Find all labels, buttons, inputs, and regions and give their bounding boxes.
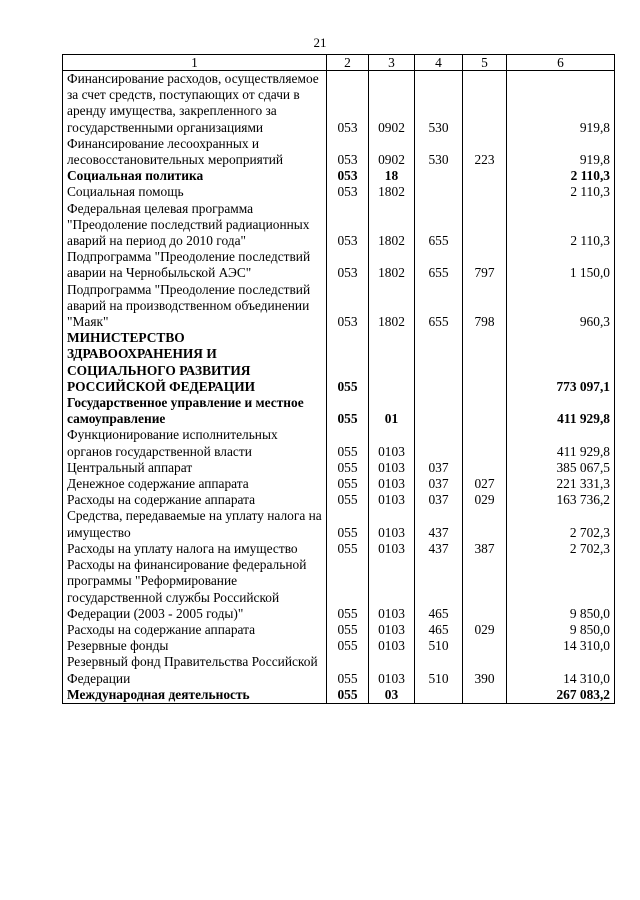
ministry-code-cell: 055 [327, 330, 369, 395]
section-code-cell: 1802 [369, 249, 415, 281]
expense-type-cell [463, 638, 507, 654]
table-row [63, 654, 615, 686]
table-row [63, 395, 615, 427]
amount-cell: 9 850,0 [507, 557, 615, 622]
expense-type-cell: 029 [463, 622, 507, 638]
table-row [63, 427, 615, 459]
target-code-cell: 510 [415, 638, 463, 654]
table-row [63, 201, 615, 250]
target-code-cell: 655 [415, 282, 463, 331]
row-name-cell: Резервный фонд Правительства Российской Федерации [63, 654, 327, 686]
expense-type-cell: 798 [463, 282, 507, 331]
row-name-cell: Центральный аппарат [63, 460, 327, 476]
table-row [63, 541, 615, 557]
amount-cell: 2 110,3 [507, 168, 615, 184]
row-name-cell: Социальная помощь [63, 184, 327, 200]
amount-cell: 2 702,3 [507, 508, 615, 540]
target-code-cell [415, 184, 463, 200]
ministry-code-cell: 055 [327, 395, 369, 427]
expense-type-cell: 027 [463, 476, 507, 492]
target-code-cell: 510 [415, 654, 463, 686]
target-code-cell [415, 687, 463, 704]
table-row [63, 638, 615, 654]
target-code-cell: 437 [415, 541, 463, 557]
amount-cell: 385 067,5 [507, 460, 615, 476]
target-code-cell: 037 [415, 460, 463, 476]
amount-cell: 2 702,3 [507, 541, 615, 557]
amount-cell: 2 110,3 [507, 184, 615, 200]
amount-cell: 1 150,0 [507, 249, 615, 281]
amount-cell: 267 083,2 [507, 687, 615, 704]
table-row [63, 460, 615, 476]
row-name-cell: Социальная политика [63, 168, 327, 184]
amount-cell: 960,3 [507, 282, 615, 331]
target-code-cell: 530 [415, 71, 463, 136]
ministry-code-cell: 053 [327, 282, 369, 331]
table-row [63, 71, 615, 136]
ministry-code-cell: 055 [327, 508, 369, 540]
target-code-cell [415, 427, 463, 459]
amount-cell: 411 929,8 [507, 427, 615, 459]
ministry-code-cell: 055 [327, 638, 369, 654]
target-code-cell: 530 [415, 136, 463, 168]
target-code-cell: 437 [415, 508, 463, 540]
table-row [63, 492, 615, 508]
section-code-cell: 0103 [369, 622, 415, 638]
row-name-cell: Расходы на уплату налога на имущество [63, 541, 327, 557]
expense-type-cell [463, 330, 507, 395]
section-code-cell: 1802 [369, 282, 415, 331]
target-code-cell: 655 [415, 249, 463, 281]
expense-type-cell [463, 184, 507, 200]
amount-cell: 14 310,0 [507, 654, 615, 686]
amount-cell: 2 110,3 [507, 201, 615, 250]
ministry-code-cell: 053 [327, 249, 369, 281]
section-code-cell: 18 [369, 168, 415, 184]
row-name-cell: Подпрограмма "Преодоление последствий аварии на Чернобыльской АЭС" [63, 249, 327, 281]
row-name-cell: Функционирование исполнительных органов государственной власти [63, 427, 327, 459]
section-code-cell: 0103 [369, 508, 415, 540]
amount-cell: 9 850,0 [507, 622, 615, 638]
row-name-cell: Средства, передаваемые на уплату налога на имущество [63, 508, 327, 540]
table-row [63, 136, 615, 168]
amount-cell: 163 736,2 [507, 492, 615, 508]
section-code-cell [369, 330, 415, 395]
ministry-code-cell: 055 [327, 492, 369, 508]
ministry-code-cell: 053 [327, 136, 369, 168]
section-code-cell: 0103 [369, 638, 415, 654]
section-code-cell: 0103 [369, 427, 415, 459]
target-code-cell: 037 [415, 492, 463, 508]
amount-cell: 773 097,1 [507, 330, 615, 395]
ministry-code-cell: 055 [327, 460, 369, 476]
budget-table [62, 54, 615, 704]
table-header-row [63, 55, 615, 71]
expense-type-cell [463, 557, 507, 622]
column-header: 3 [369, 55, 415, 71]
section-code-cell: 0902 [369, 71, 415, 136]
row-name-cell: Федеральная целевая программа "Преодоление последствий радиационных аварий на период до 2010 года" [63, 201, 327, 250]
amount-cell: 221 331,3 [507, 476, 615, 492]
expense-type-cell [463, 508, 507, 540]
ministry-code-cell: 055 [327, 427, 369, 459]
expense-type-cell [463, 201, 507, 250]
section-code-cell: 0902 [369, 136, 415, 168]
section-code-cell: 0103 [369, 460, 415, 476]
table-row [63, 476, 615, 492]
table-row [63, 249, 615, 281]
row-name-cell: Расходы на содержание аппарата [63, 622, 327, 638]
table-row [63, 184, 615, 200]
amount-cell: 919,8 [507, 71, 615, 136]
target-code-cell [415, 330, 463, 395]
ministry-code-cell: 055 [327, 476, 369, 492]
expense-type-cell [463, 71, 507, 136]
table-row [63, 508, 615, 540]
expense-type-cell [463, 460, 507, 476]
expense-type-cell [463, 687, 507, 704]
section-code-cell: 01 [369, 395, 415, 427]
ministry-code-cell: 055 [327, 541, 369, 557]
ministry-code-cell: 055 [327, 654, 369, 686]
expense-type-cell: 390 [463, 654, 507, 686]
ministry-code-cell: 055 [327, 622, 369, 638]
section-code-cell: 0103 [369, 492, 415, 508]
section-code-cell: 03 [369, 687, 415, 704]
row-name-cell: Финансирование лесоохранных и лесовосстановительных мероприятий [63, 136, 327, 168]
column-header: 2 [327, 55, 369, 71]
target-code-cell: 465 [415, 557, 463, 622]
row-name-cell: Расходы на содержание аппарата [63, 492, 327, 508]
table-row [63, 622, 615, 638]
ministry-code-cell: 055 [327, 557, 369, 622]
row-name-cell: МИНИСТЕРСТВО ЗДРАВООХРАНЕНИЯ И СОЦИАЛЬНОГО РАЗВИТИЯ РОССИЙСКОЙ ФЕДЕРАЦИИ [63, 330, 327, 395]
expense-type-cell: 223 [463, 136, 507, 168]
row-name-cell: Денежное содержание аппарата [63, 476, 327, 492]
target-code-cell: 037 [415, 476, 463, 492]
section-code-cell: 0103 [369, 654, 415, 686]
amount-cell: 14 310,0 [507, 638, 615, 654]
row-name-cell: Резервные фонды [63, 638, 327, 654]
target-code-cell: 465 [415, 622, 463, 638]
table-row [63, 330, 615, 395]
section-code-cell: 0103 [369, 541, 415, 557]
ministry-code-cell: 053 [327, 168, 369, 184]
expense-type-cell: 029 [463, 492, 507, 508]
column-header: 4 [415, 55, 463, 71]
expense-type-cell: 797 [463, 249, 507, 281]
row-name-cell: Международная деятельность [63, 687, 327, 704]
row-name-cell: Подпрограмма "Преодоление последствий аварий на производственном объединении "Маяк" [63, 282, 327, 331]
target-code-cell [415, 168, 463, 184]
row-name-cell: Финансирование расходов, осуществляемое за счет средств, поступающих от сдачи в аренду имущества, закрепленного за государственными организациями [63, 71, 327, 136]
page-number: 21 [313, 35, 327, 50]
expense-type-cell [463, 395, 507, 427]
amount-cell: 919,8 [507, 136, 615, 168]
row-name-cell: Государственное управление и местное самоуправление [63, 395, 327, 427]
section-code-cell: 1802 [369, 201, 415, 250]
section-code-cell: 0103 [369, 476, 415, 492]
target-code-cell: 655 [415, 201, 463, 250]
column-header: 6 [507, 55, 615, 71]
table-row [63, 282, 615, 331]
expense-type-cell [463, 168, 507, 184]
ministry-code-cell: 055 [327, 687, 369, 704]
ministry-code-cell: 053 [327, 184, 369, 200]
target-code-cell [415, 395, 463, 427]
table-row [63, 557, 615, 622]
row-name-cell: Расходы на финансирование федеральной программы "Реформирование государственной службы Российской Федерации (2003 - 2005 годы)" [63, 557, 327, 622]
section-code-cell: 0103 [369, 557, 415, 622]
column-header: 5 [463, 55, 507, 71]
table-row [63, 687, 615, 704]
ministry-code-cell: 053 [327, 201, 369, 250]
expense-type-cell: 387 [463, 541, 507, 557]
column-header: 1 [63, 55, 327, 71]
table-row [63, 168, 615, 184]
expense-type-cell [463, 427, 507, 459]
ministry-code-cell: 053 [327, 71, 369, 136]
section-code-cell: 1802 [369, 184, 415, 200]
amount-cell: 411 929,8 [507, 395, 615, 427]
